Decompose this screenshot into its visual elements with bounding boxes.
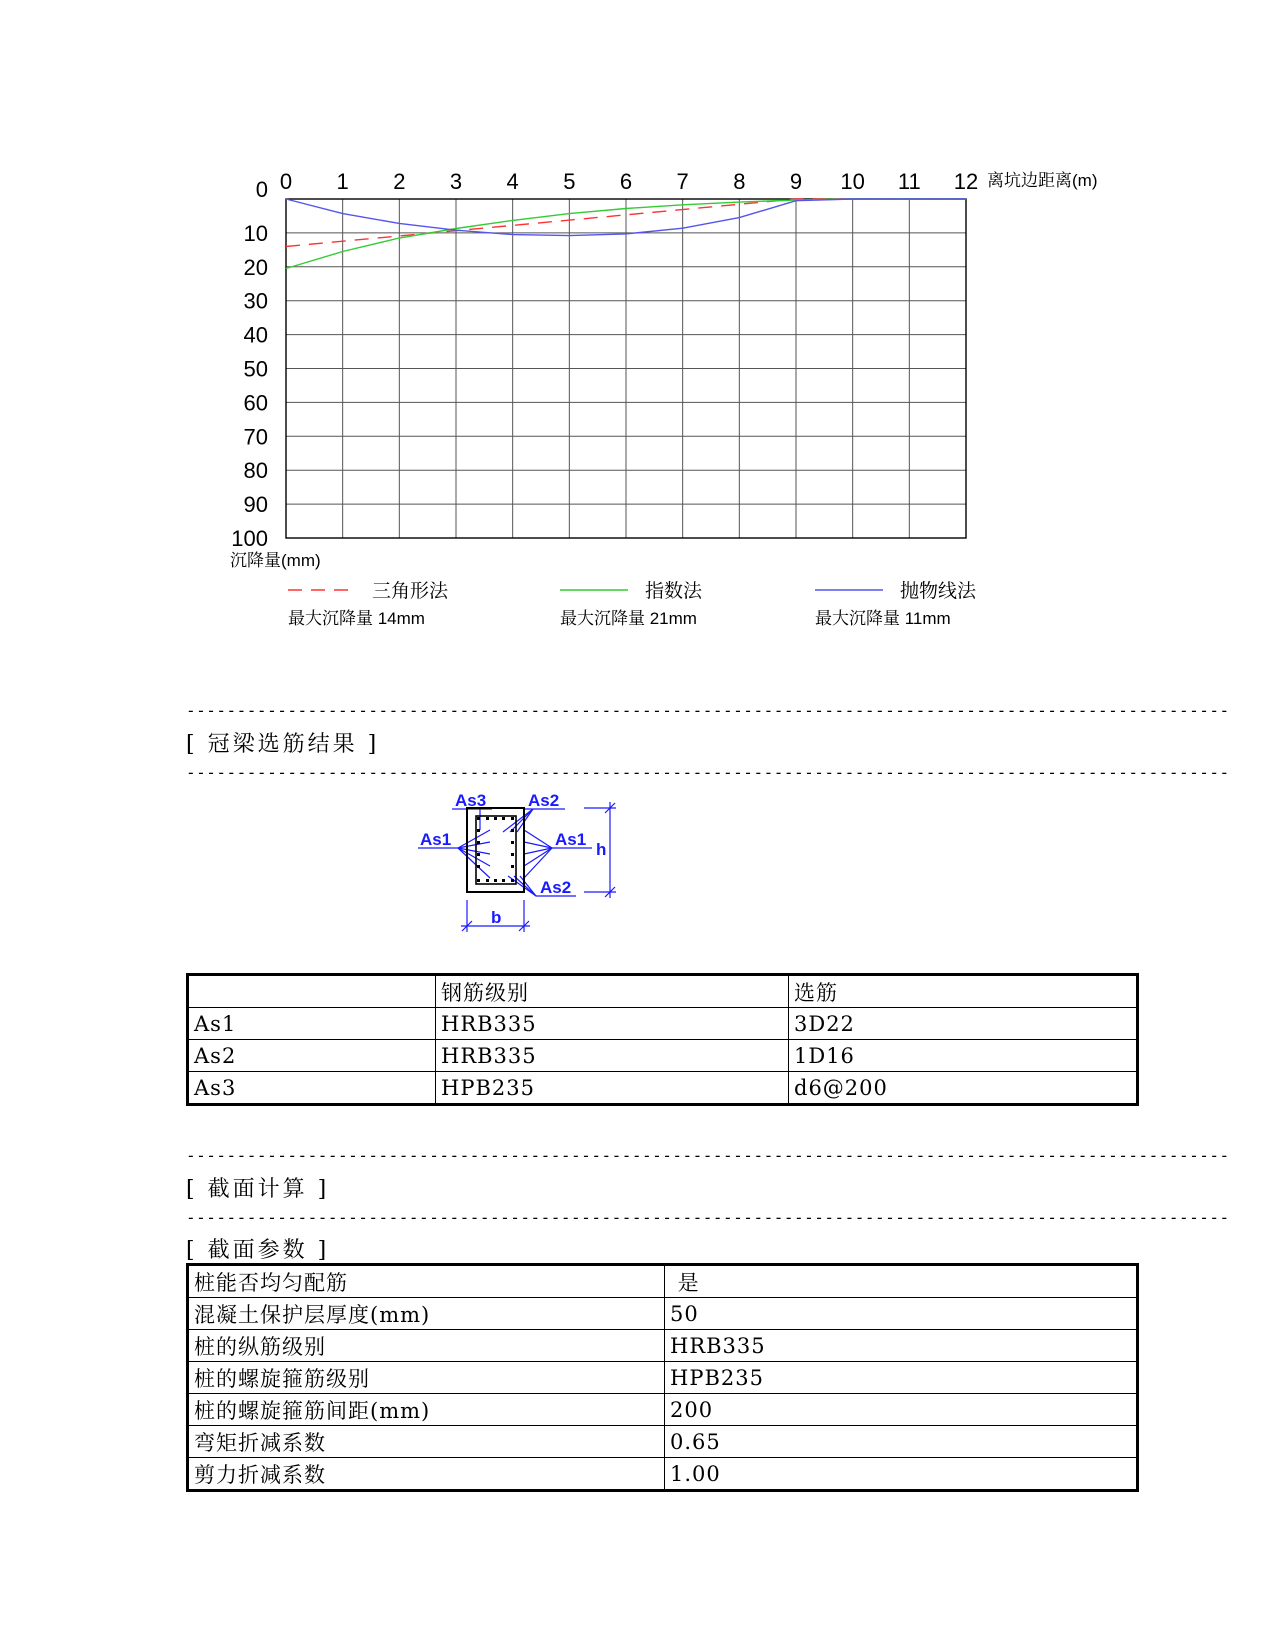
table-row xyxy=(188,1265,1138,1298)
x-axis-label: 离坑边距离(m) xyxy=(987,171,1098,190)
x-tick-label: 10 xyxy=(840,169,865,194)
table-cell: 3D22 xyxy=(789,1008,1138,1040)
x-tick-label: 2 xyxy=(393,169,406,194)
param-name: 桩的纵筋级别 xyxy=(188,1330,665,1362)
table-cell: HPB235 xyxy=(436,1072,789,1105)
y-tick-labels xyxy=(231,177,268,551)
param-name: 弯矩折减系数 xyxy=(188,1426,665,1458)
table-row xyxy=(188,1298,1138,1330)
x-tick-label: 6 xyxy=(619,169,633,194)
legend-label: 三角形法 xyxy=(372,581,449,602)
y-tick-label: 0 xyxy=(255,177,268,202)
y-tick-label: 40 xyxy=(243,322,268,348)
x-tick-label: 5 xyxy=(563,169,576,194)
legend-label: 指数法 xyxy=(645,581,703,602)
param-value: 0.65 xyxy=(665,1426,1138,1458)
label-as3: As3 xyxy=(455,791,487,810)
section-parameter-table xyxy=(186,1263,1139,1492)
param-value: 50 xyxy=(665,1298,1138,1330)
y-tick-label: 100 xyxy=(231,526,268,551)
x-tick-label: 3 xyxy=(449,169,463,194)
table-row xyxy=(188,1362,1138,1394)
legend-label: 抛物线法 xyxy=(900,581,977,602)
label-h: h xyxy=(596,840,607,859)
rebar-selection-table xyxy=(186,973,1139,1106)
table-header-row xyxy=(188,975,1138,1008)
legend-max-settlement: 最大沉降量 11mm xyxy=(815,609,951,628)
beam-section-diagram xyxy=(410,792,650,952)
y-axis-label: 沉降量(mm) xyxy=(230,551,321,570)
y-tick-label: 20 xyxy=(243,254,268,280)
table-cell: HRB335 xyxy=(436,1040,789,1072)
table-cell: As3 xyxy=(188,1072,436,1105)
table-row xyxy=(188,1458,1138,1491)
y-tick-label: 50 xyxy=(243,356,268,382)
y-tick-label: 60 xyxy=(243,390,268,416)
x-tick-label: 11 xyxy=(897,169,921,194)
section-title-section-calc: [ 截面计算 ] xyxy=(186,1177,330,1202)
param-value: HRB335 xyxy=(665,1330,1138,1362)
y-tick-label: 80 xyxy=(243,458,268,484)
label-as2-bottom: As2 xyxy=(540,878,572,897)
param-name: 桩的螺旋箍筋间距(mm) xyxy=(188,1394,665,1426)
separator-line: ------------------------------------------------------------------------------------------------------- xyxy=(186,1146,1230,1165)
table-row xyxy=(188,1040,1138,1072)
legend-max-settlement: 最大沉降量 14mm xyxy=(288,609,425,628)
header-cell xyxy=(188,975,436,1008)
settlement-chart xyxy=(0,0,1275,660)
label-as2-top: As2 xyxy=(528,791,560,810)
table-row xyxy=(188,1008,1138,1040)
header-cell: 钢筋级别 xyxy=(436,975,789,1008)
separator-line: ------------------------------------------------------------------------------------------------------- xyxy=(186,763,1230,782)
table-row xyxy=(188,1330,1138,1362)
table-cell: As1 xyxy=(188,1008,436,1040)
x-tick-label: 4 xyxy=(506,169,519,194)
chart-legend xyxy=(288,580,977,628)
param-name: 桩能否均匀配筋 xyxy=(188,1265,665,1298)
y-tick-label: 70 xyxy=(243,424,268,450)
table-row xyxy=(188,1394,1138,1426)
section-title-section-params: [ 截面参数 ] xyxy=(186,1238,330,1263)
x-tick-label: 8 xyxy=(733,169,746,194)
x-tick-label: 0 xyxy=(279,169,293,194)
label-as1-left: As1 xyxy=(420,830,452,849)
y-tick-label: 90 xyxy=(243,492,268,518)
separator-line: ------------------------------------------------------------------------------------------------------- xyxy=(186,701,1230,720)
x-tick-label: 1 xyxy=(336,169,349,194)
label-as1-right: As1 xyxy=(555,830,587,849)
param-name: 剪力折减系数 xyxy=(188,1458,665,1491)
section-title-beam-rebar: [ 冠梁选筋结果 ] xyxy=(186,732,380,757)
param-value: 200 xyxy=(665,1394,1138,1426)
table-cell: d6@200 xyxy=(789,1072,1138,1105)
label-b: b xyxy=(491,908,502,927)
chart-grid xyxy=(286,199,966,538)
header-cell: 选筋 xyxy=(789,975,1138,1008)
x-tick-label: 7 xyxy=(676,169,689,194)
x-tick-labels xyxy=(280,169,978,194)
separator-line: ------------------------------------------------------------------------------------------------------- xyxy=(186,1208,1230,1227)
param-name: 混凝土保护层厚度(mm) xyxy=(188,1298,665,1330)
table-row xyxy=(188,1426,1138,1458)
param-value: 1.00 xyxy=(665,1458,1138,1491)
param-value: HPB235 xyxy=(665,1362,1138,1394)
table-cell: 1D16 xyxy=(789,1040,1138,1072)
param-value: 是 xyxy=(665,1265,1138,1298)
x-tick-label: 9 xyxy=(789,169,803,194)
table-cell: As2 xyxy=(188,1040,436,1072)
table-row xyxy=(188,1072,1138,1105)
x-tick-label: 12 xyxy=(953,169,979,194)
legend-max-settlement: 最大沉降量 21mm xyxy=(560,609,697,628)
y-tick-label: 30 xyxy=(243,288,268,314)
table-cell: HRB335 xyxy=(436,1008,789,1040)
param-name: 桩的螺旋箍筋级别 xyxy=(188,1362,665,1394)
y-tick-label: 10 xyxy=(243,220,268,246)
